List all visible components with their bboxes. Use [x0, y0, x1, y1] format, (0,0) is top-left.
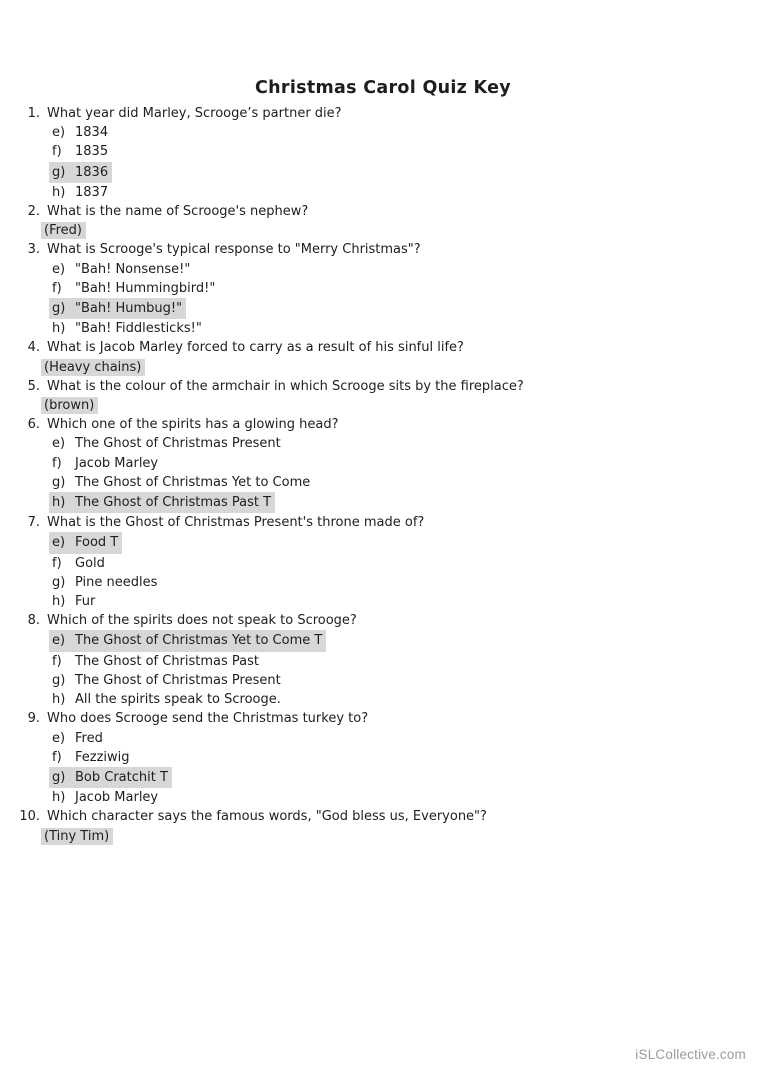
option-line: [0, 162, 766, 183]
option-correct: [49, 492, 275, 513]
question-text: Which character says the famous words, "God bless us, Everyone"?: [47, 809, 487, 825]
option-text: Pine needles: [75, 574, 158, 590]
option-letter: h): [52, 321, 66, 337]
option-text: 1835: [75, 144, 109, 160]
option-line: [0, 690, 766, 709]
question-text: Which one of the spirits has a glowing head?: [47, 417, 339, 433]
option-letter: e): [52, 125, 66, 141]
option: [52, 142, 108, 161]
option-text: 1834: [75, 125, 109, 141]
option: [52, 123, 108, 142]
option-text: The Ghost of Christmas Present: [75, 672, 281, 688]
option-line: [0, 434, 766, 453]
answer-line: [0, 221, 766, 240]
question-line: [0, 202, 766, 221]
option: [52, 671, 281, 690]
option-text: The Ghost of Christmas Past T: [75, 495, 272, 511]
option-correct: [49, 767, 172, 788]
option-line: [0, 630, 766, 651]
option-letter: f): [52, 749, 62, 765]
question-line: [0, 513, 766, 532]
option-line: [0, 532, 766, 553]
option-correct: [49, 630, 326, 651]
option-line: [0, 298, 766, 319]
option-letter: e): [52, 436, 66, 452]
option-line: [0, 473, 766, 492]
option-letter: f): [52, 280, 62, 296]
option-line: [0, 123, 766, 142]
option-letter: g): [52, 164, 66, 180]
question-text: What year did Marley, Scrooge’s partner die?: [47, 106, 342, 121]
option-letter: e): [52, 261, 66, 277]
option-line: [0, 554, 766, 573]
question-text: What is the name of Scrooge's nephew?: [47, 204, 309, 220]
option-line: [0, 183, 766, 202]
answer-text: (Heavy chains): [41, 359, 145, 376]
option-letter: g): [52, 574, 66, 590]
option: [52, 183, 108, 202]
option-text: Jacob Marley: [75, 790, 159, 806]
option-line: [0, 279, 766, 298]
question-text: What is the Ghost of Christmas Present's throne made of?: [47, 515, 425, 531]
option: [52, 788, 158, 807]
option-text: All the spirits speak to Scrooge.: [75, 692, 281, 708]
option: [52, 260, 190, 279]
option: [52, 279, 215, 298]
option: [52, 652, 259, 671]
option-letter: g): [52, 301, 66, 317]
option-line: [0, 454, 766, 473]
answer-text: (brown): [41, 397, 98, 414]
question-text: Which of the spirits does not speak to Scrooge?: [47, 613, 357, 629]
question-line: [0, 415, 766, 434]
option-line: [0, 652, 766, 671]
option: [52, 573, 157, 592]
question-number: 9.: [27, 711, 40, 727]
option: [52, 748, 130, 767]
answer-line: [0, 827, 766, 846]
question-line: [0, 807, 766, 826]
question-number: 8.: [27, 613, 40, 629]
option: [52, 554, 105, 573]
option-letter: h): [52, 692, 66, 708]
option-correct: [49, 532, 122, 553]
option-text: Bob Cratchit T: [75, 769, 168, 785]
answer-line: [0, 396, 766, 415]
option-text: 1837: [75, 184, 109, 200]
option-text: Jacob Marley: [75, 455, 159, 471]
option: [52, 434, 281, 453]
quiz-body: [0, 104, 766, 846]
option-line: [0, 788, 766, 807]
option-correct: [49, 162, 112, 183]
option-line: [0, 729, 766, 748]
question-number: 1.: [27, 106, 40, 121]
option: [52, 454, 158, 473]
option-line: [0, 748, 766, 767]
question-line: [0, 611, 766, 630]
question-number: 10.: [19, 809, 40, 825]
question-text: What is the colour of the armchair in which Scrooge sits by the fireplace?: [47, 378, 524, 394]
question-line: [0, 709, 766, 728]
option-letter: e): [52, 730, 66, 746]
option-line: [0, 573, 766, 592]
option: [52, 592, 95, 611]
option-letter: f): [52, 653, 62, 669]
option-line: [0, 492, 766, 513]
option-letter: h): [52, 184, 66, 200]
option-line: [0, 671, 766, 690]
option-line: [0, 142, 766, 161]
option-text: Food T: [75, 535, 119, 551]
option-text: 1836: [75, 164, 109, 180]
option-text: "Bah! Humbug!": [75, 301, 183, 317]
option-line: [0, 592, 766, 611]
answer-text: (Fred): [41, 222, 86, 239]
option-line: [0, 260, 766, 279]
option-letter: g): [52, 769, 66, 785]
option-text: The Ghost of Christmas Past: [75, 653, 260, 669]
option-letter: h): [52, 594, 66, 610]
option-text: The Ghost of Christmas Present: [75, 436, 281, 452]
option-letter: h): [52, 790, 66, 806]
question-number: 7.: [27, 515, 40, 531]
option: [52, 319, 202, 338]
option-letter: e): [52, 535, 66, 551]
islcollective-watermark: iSLCollective.com: [635, 1047, 746, 1062]
option-letter: f): [52, 555, 62, 571]
option-letter: g): [52, 474, 66, 490]
question-text: Who does Scrooge send the Christmas turkey to?: [47, 711, 369, 727]
option-text: "Bah! Hummingbird!": [75, 280, 216, 296]
option-letter: h): [52, 495, 66, 511]
option: [52, 690, 281, 709]
option-text: The Ghost of Christmas Yet to Come: [75, 474, 311, 490]
option-text: Fred: [75, 730, 103, 746]
question-number: 4.: [27, 340, 40, 356]
question-line: [0, 240, 766, 259]
option: [52, 729, 103, 748]
option-text: Fezziwig: [75, 749, 130, 765]
option-text: Fur: [75, 594, 96, 610]
answer-text: (Tiny Tim): [41, 828, 113, 845]
option-text: The Ghost of Christmas Yet to Come T: [75, 633, 323, 649]
option-letter: f): [52, 144, 62, 160]
option-text: "Bah! Nonsense!": [75, 261, 191, 277]
option-text: "Bah! Fiddlesticks!": [75, 321, 202, 337]
question-number: 2.: [27, 204, 40, 220]
option-line: [0, 319, 766, 338]
question-text: What is Jacob Marley forced to carry as a result of his sinful life?: [47, 340, 464, 356]
option-text: Gold: [75, 555, 105, 571]
answer-line: [0, 358, 766, 377]
option: [52, 473, 310, 492]
question-number: 3.: [27, 242, 40, 258]
option-letter: e): [52, 633, 66, 649]
option-line: [0, 767, 766, 788]
option-letter: g): [52, 672, 66, 688]
question-line: [0, 104, 766, 123]
option-letter: f): [52, 455, 62, 471]
question-line: [0, 377, 766, 396]
question-line: [0, 338, 766, 357]
question-number: 5.: [27, 378, 40, 394]
question-number: 6.: [27, 417, 40, 433]
question-text: What is Scrooge's typical response to "Merry Christmas"?: [47, 242, 421, 258]
option-correct: [49, 298, 186, 319]
page-title: Christmas Carol Quiz Key: [254, 78, 511, 98]
